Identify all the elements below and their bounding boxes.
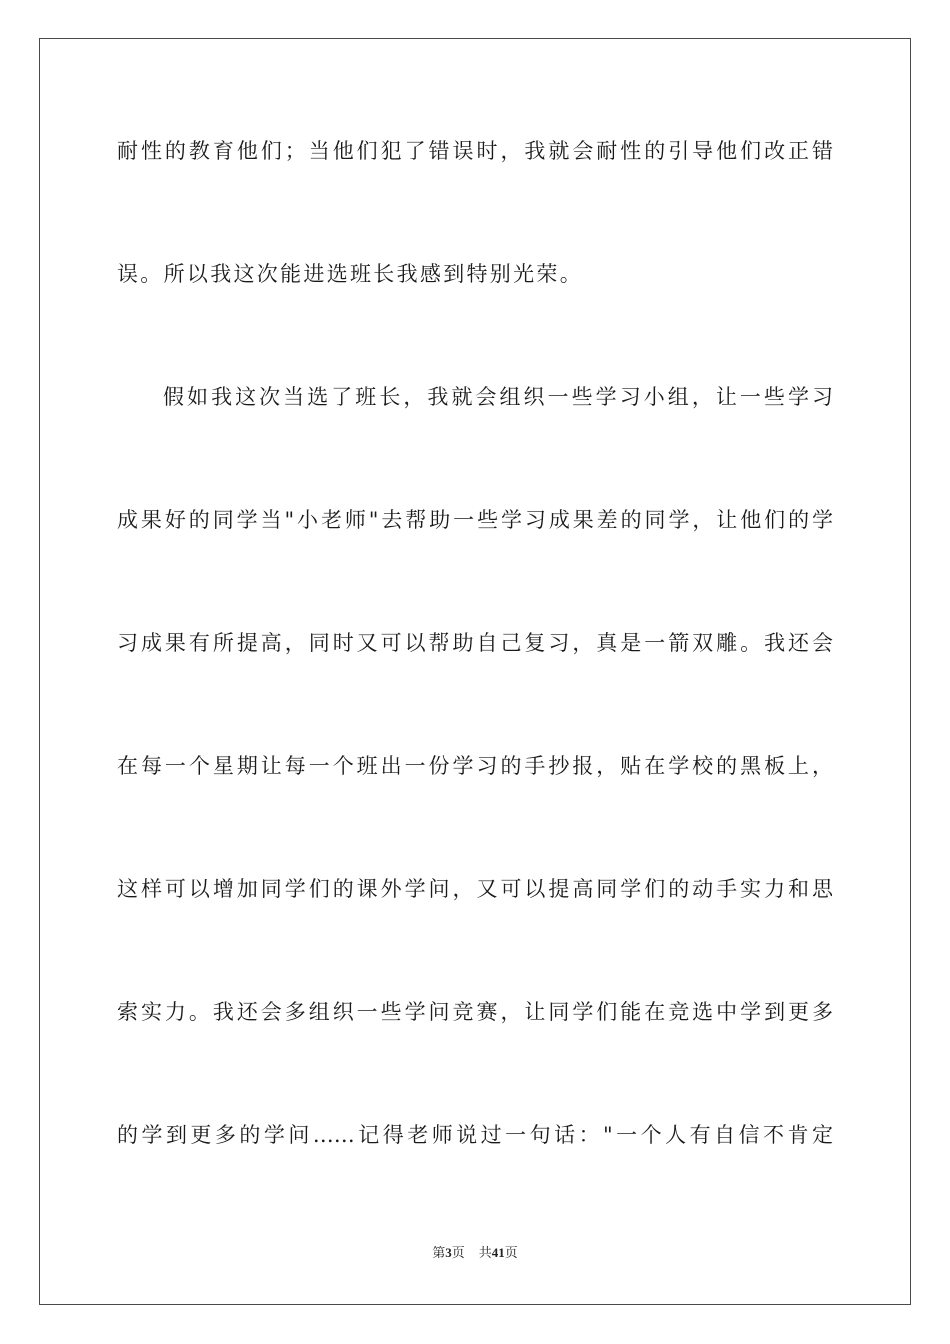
paragraph-line: 假如我这次当选了班长，我就会组织一些学习小组，让一些学习: [163, 385, 833, 409]
paragraph-line: 误。所以我这次能进选班长我感到特别光荣。: [117, 262, 583, 286]
total-suffix: 页: [504, 1246, 518, 1261]
paragraph-line: 在每一个星期让每一个班出一份学习的手抄报，贴在学校的黑板上，: [117, 754, 833, 778]
paragraph-line: 成果好的同学当"小老师"去帮助一些学习成果差的同学，让他们的学: [117, 508, 833, 532]
page-border: [39, 38, 911, 1305]
page-number: 3: [445, 1245, 452, 1260]
paragraph-line: 索实力。我还会多组织一些学问竞赛，让同学们能在竞选中学到更多: [117, 1000, 833, 1024]
paragraph-line: 习成果有所提高，同时又可以帮助自己复习，真是一箭双雕。我还会: [117, 631, 833, 655]
paragraph-line: 这样可以增加同学们的课外学问，又可以提高同学们的动手实力和思: [117, 877, 833, 901]
page-footer: [0, 1244, 950, 1263]
total-pages: 41: [491, 1245, 505, 1260]
page-suffix: 页: [451, 1246, 465, 1261]
paragraph-line: 耐性的教育他们；当他们犯了错误时，我就会耐性的引导他们改正错: [117, 139, 833, 163]
paragraph-line: 的学到更多的学问……记得老师说过一句话："一个人有自信不肯定: [117, 1123, 833, 1147]
page-prefix: 第: [432, 1246, 446, 1261]
total-prefix: 共: [478, 1246, 492, 1261]
